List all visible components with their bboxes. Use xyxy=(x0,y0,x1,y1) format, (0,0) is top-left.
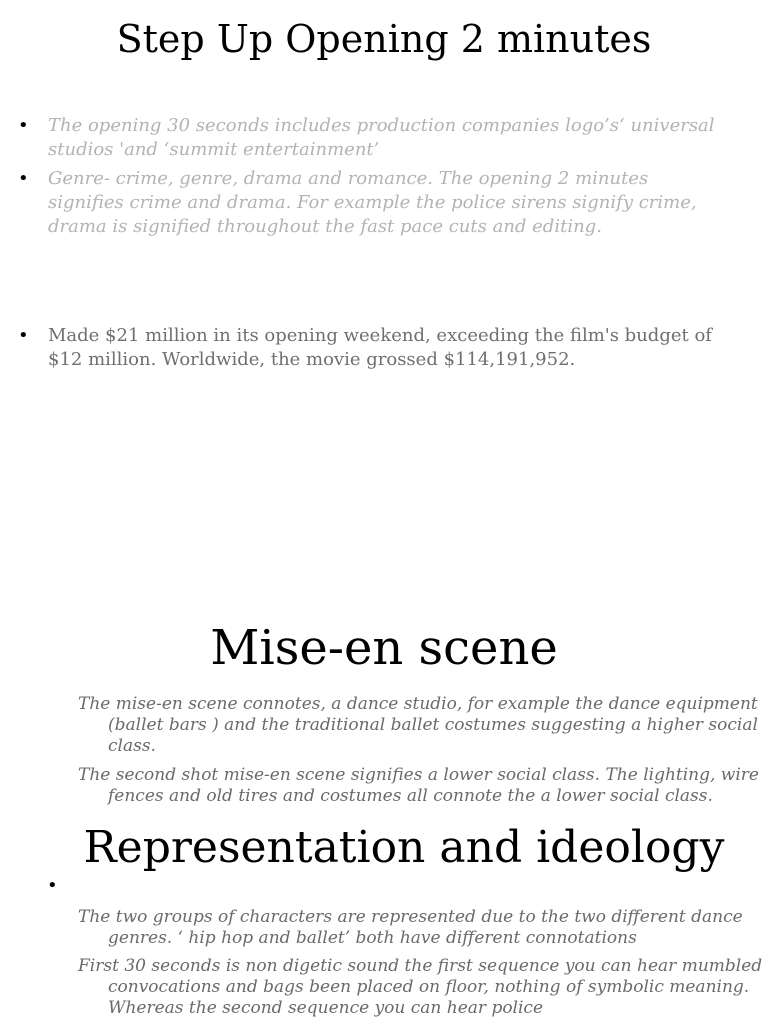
paragraph: The mise-en scene connotes, a dance studio, for example the dance equipment (ballet bars ) and the traditional ballet costumes suggesting a higher social class. xyxy=(78,694,758,756)
paragraph: First 30 seconds is non digetic sound the first sequence you can hear mumbled convocations and bags been placed on floor, nothing of symbolic meaning. Whereas the second sequence you can hear police xyxy=(78,956,763,1018)
list-item xyxy=(18,167,718,239)
bullet-marker: • xyxy=(47,875,58,896)
bullet-text: The opening 30 seconds includes production companies logo’s‘ universal studios 'and ‘summit entertainment’ xyxy=(48,115,715,160)
section-title: Mise-en scene xyxy=(210,620,558,676)
bullet-marker: • xyxy=(18,325,29,346)
section-title: Representation and ideology xyxy=(83,822,725,873)
bullet-marker: • xyxy=(18,115,29,136)
page-title: Step Up Opening 2 minutes xyxy=(116,17,652,61)
paragraph: The two groups of characters are represented due to the two different dance genres. ‘ hip hop and ballet’ both have different connotations xyxy=(78,907,743,948)
bullet-text: Genre- crime, genre, drama and romance. The opening 2 minutes signifies crime and drama. For example the police sirens signify crime, drama is signified throughout the fast pace cuts and editing. xyxy=(48,168,697,237)
paragraph: The second shot mise-en scene signifies a lower social class. The lighting, wire fences and old tires and costumes all connote the a lower social class. xyxy=(78,765,759,806)
list-item xyxy=(18,114,718,162)
bullet-marker: • xyxy=(18,168,29,189)
bullet-text: Made $21 million in its opening weekend, exceeding the film's budget of $12 million. Worldwide, the movie grossed $114,191,952. xyxy=(48,325,712,370)
list-item xyxy=(18,324,718,372)
